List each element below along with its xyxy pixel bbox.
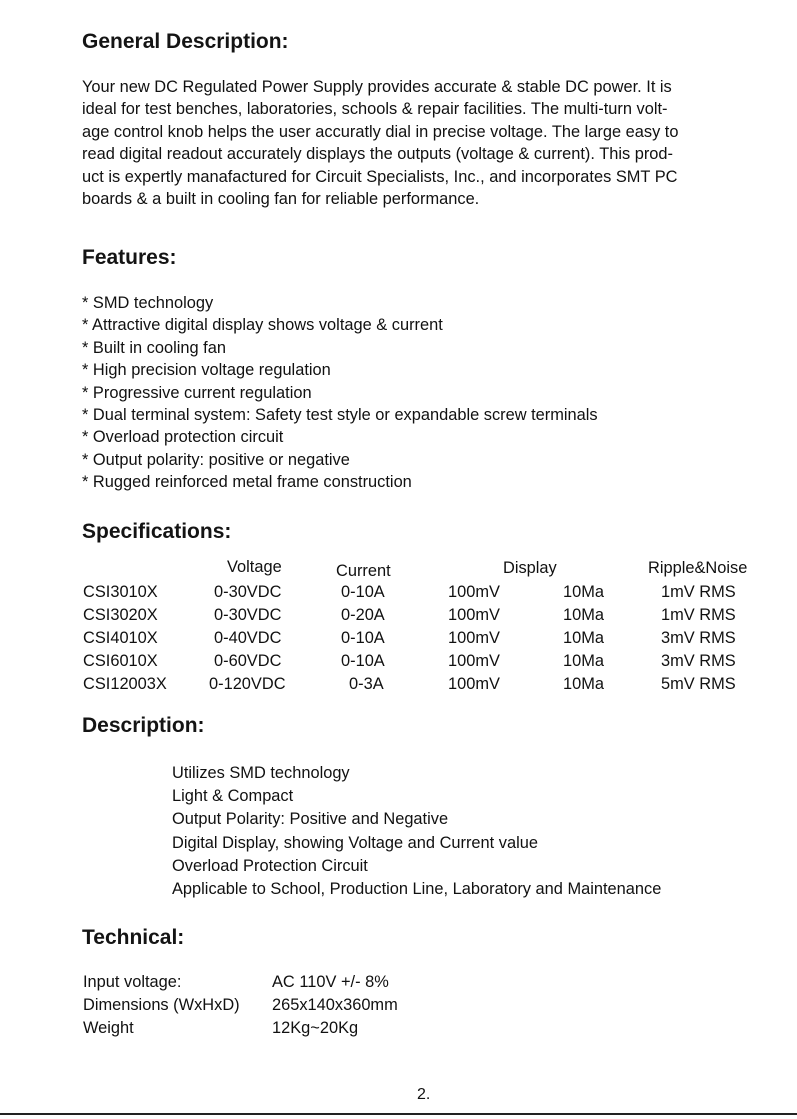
spec-ripple-noise: 5mV RMS — [661, 675, 736, 693]
spec-display-current: 10Ma — [563, 583, 605, 601]
description-item: Digital Display, showing Voltage and Current value — [172, 833, 538, 852]
spec-display-current: 10Ma — [563, 675, 605, 693]
technical-value: 12Kg~20Kg — [272, 1019, 359, 1037]
spec-voltage: 0-30VDC — [214, 606, 282, 624]
feature-item: * Overload protection circuit — [82, 428, 284, 447]
spec-ripple-noise: 1mV RMS — [661, 583, 736, 601]
spec-model: CSI3010X — [83, 583, 158, 601]
column-header-display: Display — [503, 559, 557, 577]
technical-value: 265x140x360mm — [272, 996, 398, 1014]
feature-item: * High precision voltage regulation — [82, 361, 331, 380]
spec-model: CSI4010X — [83, 629, 158, 647]
paragraph-line: boards & a built in cooling fan for reliable performance. — [82, 190, 480, 209]
spec-voltage: 0-40VDC — [214, 629, 282, 647]
general-description-paragraph — [82, 76, 772, 210]
spec-voltage: 0-60VDC — [214, 652, 282, 670]
features-heading: Features: — [82, 246, 177, 269]
spec-model: CSI12003X — [83, 675, 167, 693]
spec-current: 0-10A — [341, 652, 385, 670]
technical-heading: Technical: — [82, 926, 185, 949]
spec-current: 0-3A — [349, 675, 384, 693]
feature-item: * Progressive current regulation — [82, 383, 312, 402]
description-item: Overload Protection Circuit — [172, 856, 368, 875]
column-header-ripple-noise: Ripple&Noise — [648, 559, 748, 577]
description-item: Utilizes SMD technology — [172, 764, 350, 782]
technical-value: AC 110V +/- 8% — [272, 973, 389, 991]
description-item: Applicable to School, Production Line, Laboratory and Maintenance — [172, 880, 662, 899]
paragraph-line: read digital readout accurately displays the outputs (voltage & current). This prod- — [82, 145, 673, 164]
paragraph-line: ideal for test benches, laboratories, schools & repair facilities. The multi-turn volt- — [82, 100, 668, 119]
feature-item: * Output polarity: positive or negative — [82, 450, 350, 469]
paragraph-line: age control knob helps the user accuratly dial in precise voltage. The large easy to — [82, 122, 679, 141]
feature-item: * Rugged reinforced metal frame construction — [82, 473, 412, 492]
spec-model: CSI3020X — [83, 606, 158, 624]
spec-ripple-noise: 1mV RMS — [661, 606, 736, 624]
spec-display-voltage: 100mV — [448, 606, 500, 624]
spec-ripple-noise: 3mV RMS — [661, 652, 736, 670]
spec-voltage: 0-30VDC — [214, 583, 282, 601]
spec-display-voltage: 100mV — [448, 652, 500, 670]
spec-display-voltage: 100mV — [448, 675, 500, 693]
paragraph-line: uct is expertly manafactured for Circuit Specialists, Inc., and incorporates SMT PC — [82, 167, 678, 186]
spec-voltage: 0-120VDC — [209, 675, 286, 693]
technical-label: Input voltage: — [83, 973, 182, 991]
spec-model: CSI6010X — [83, 652, 158, 670]
spec-display-current: 10Ma — [563, 606, 605, 624]
feature-item: * Built in cooling fan — [82, 338, 226, 357]
paragraph-line: Your new DC Regulated Power Supply provides accurate & stable DC power. It is — [82, 78, 672, 96]
spec-display-current: 10Ma — [563, 652, 605, 670]
spec-current: 0-10A — [341, 583, 385, 601]
spec-current: 0-20A — [341, 606, 385, 624]
description-item: Output Polarity: Positive and Negative — [172, 810, 449, 829]
technical-label: Weight — [83, 1019, 134, 1037]
specifications-heading: Specifications: — [82, 520, 232, 543]
technical-label: Dimensions (WxHxD) — [83, 996, 240, 1014]
description-heading: Description: — [82, 714, 205, 737]
feature-item: * Dual terminal system: Safety test style or expandable screw terminals — [82, 406, 598, 425]
spec-display-voltage: 100mV — [448, 629, 500, 647]
feature-item: * SMD technology — [82, 294, 214, 312]
page-number: 2. — [417, 1086, 431, 1103]
spec-display-current: 10Ma — [563, 629, 605, 647]
description-list — [172, 762, 661, 901]
column-header-current: Current — [336, 562, 391, 580]
bottom-rule — [0, 1113, 797, 1115]
spec-current: 0-10A — [341, 629, 385, 647]
column-header-voltage: Voltage — [227, 558, 282, 576]
features-list — [82, 292, 598, 494]
general-description-heading: General Description: — [82, 30, 289, 53]
spec-display-voltage: 100mV — [448, 583, 500, 601]
feature-item: * Attractive digital display shows voltage & current — [82, 316, 443, 335]
description-item: Light & Compact — [172, 787, 294, 806]
spec-ripple-noise: 3mV RMS — [661, 629, 736, 647]
